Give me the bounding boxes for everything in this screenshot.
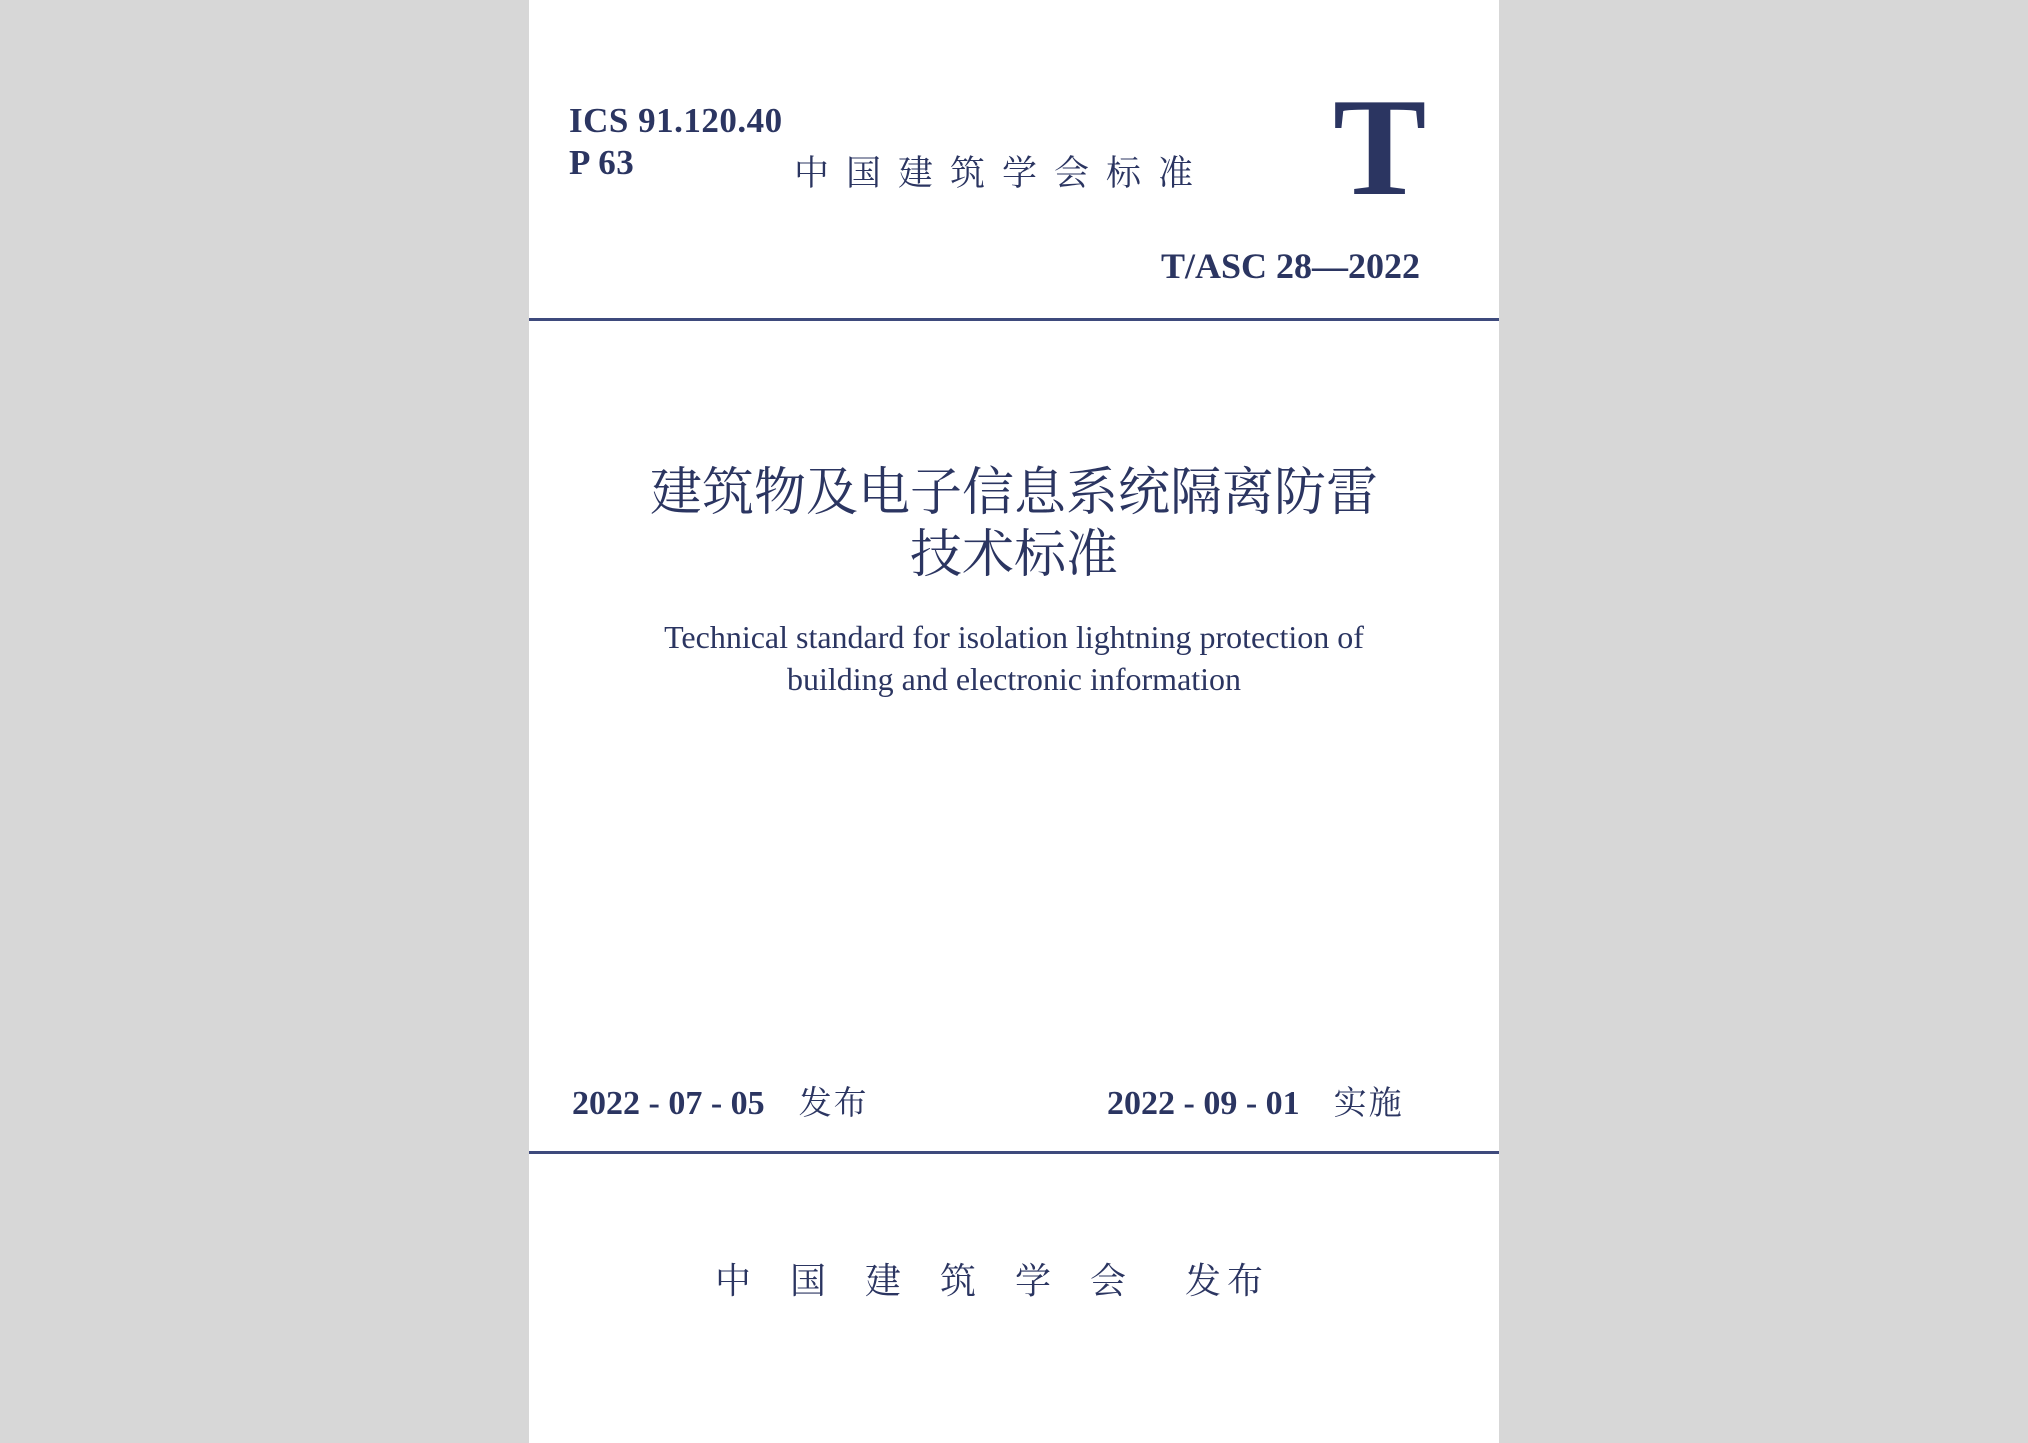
publisher-line xyxy=(715,1253,1269,1304)
issue-date-block xyxy=(572,1077,869,1124)
category-letter: T xyxy=(1333,70,1427,225)
organization-standard-label: 中国建筑学会标准 xyxy=(794,154,1211,194)
top-divider xyxy=(529,318,1499,321)
issue-date: 2022 - 07 - 05 xyxy=(572,1085,765,1122)
ccs-code: P 63 xyxy=(569,143,635,182)
chinese-title-line-2: 技术标准 xyxy=(909,525,1118,585)
publish-label: 发布 xyxy=(1185,1261,1270,1302)
publisher-name: 中国建筑学会 xyxy=(715,1261,1166,1302)
issue-label: 发布 xyxy=(798,1083,869,1122)
english-title-line-2: building and electronic information xyxy=(786,661,1242,697)
classification-codes xyxy=(569,100,783,184)
english-title-line-1: Technical standard for isolation lightning protection of xyxy=(664,619,1364,655)
ics-code: ICS 91.120.40 xyxy=(569,101,783,140)
chinese-title xyxy=(529,462,1499,586)
chinese-title-line-1: 建筑物及电子信息系统隔离防雷 xyxy=(649,463,1378,523)
implement-label: 实施 xyxy=(1333,1083,1404,1122)
bottom-divider xyxy=(529,1151,1499,1154)
standard-cover-page xyxy=(529,0,1499,1443)
implement-date-block xyxy=(1107,1077,1404,1124)
implement-date: 2022 - 09 - 01 xyxy=(1107,1085,1300,1122)
standard-number: T/ASC 28—2022 xyxy=(1160,246,1420,286)
english-title xyxy=(529,616,1499,700)
